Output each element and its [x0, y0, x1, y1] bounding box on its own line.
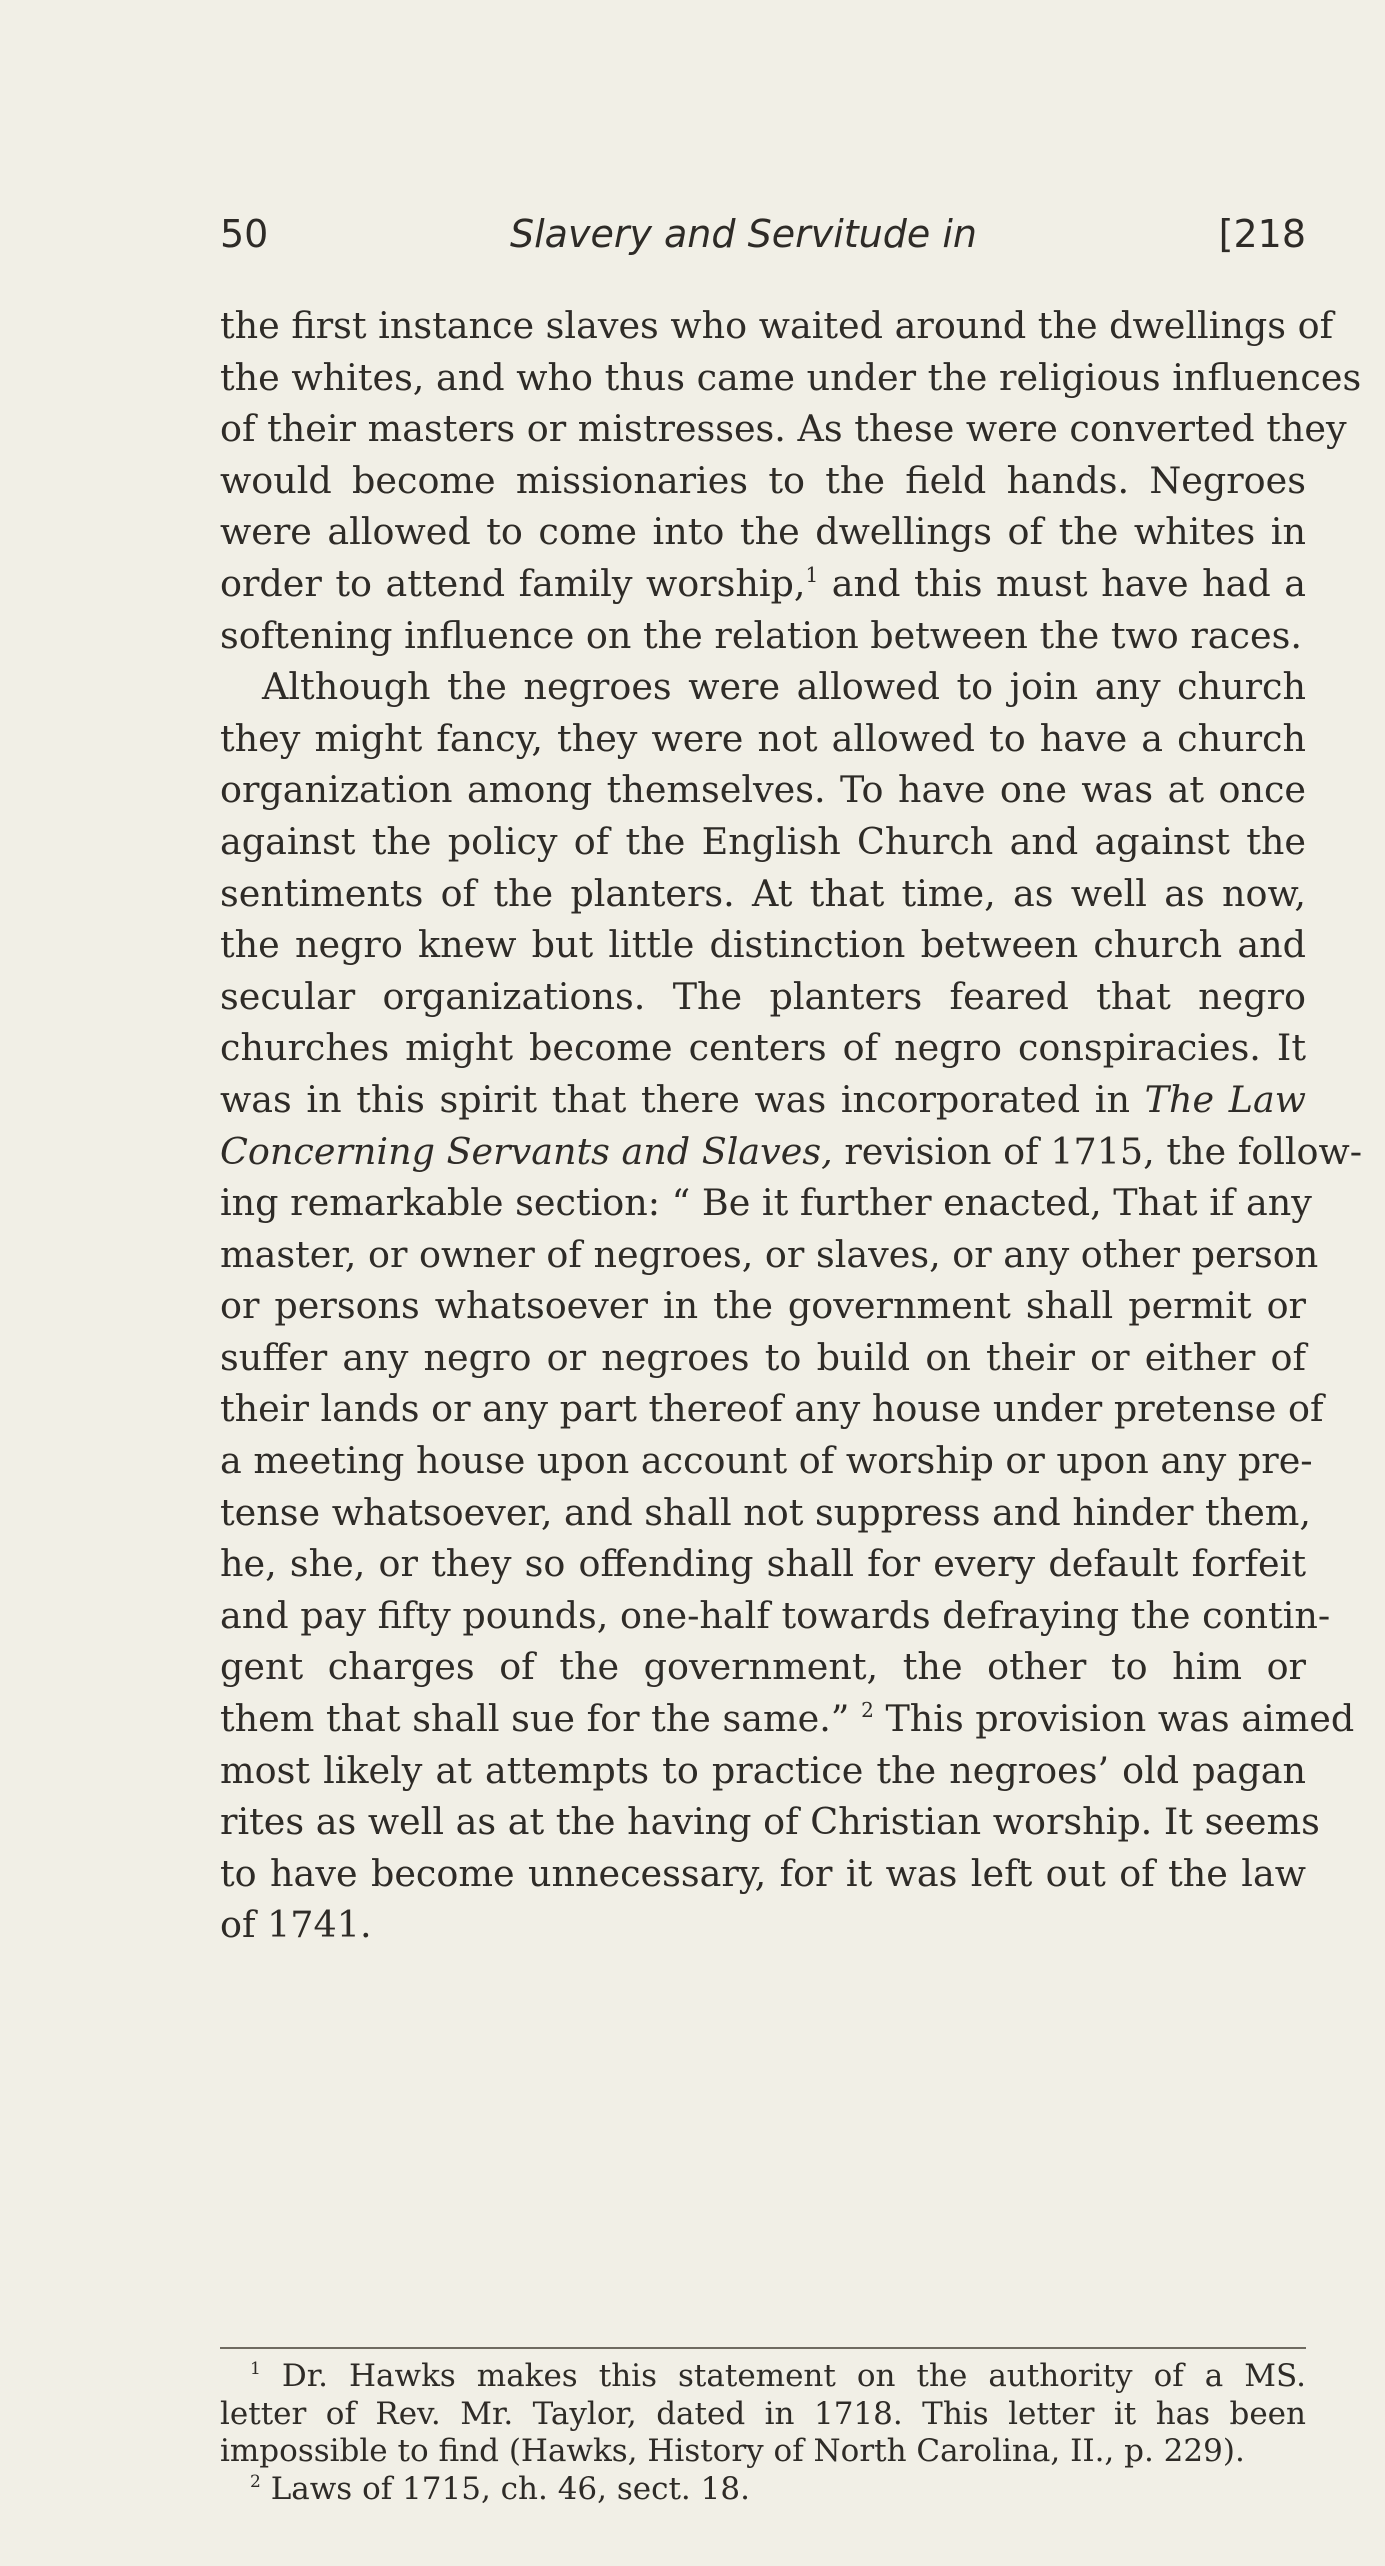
footnote-marker: 1	[250, 2359, 261, 2380]
page-number: 50	[220, 212, 269, 256]
text-line: Although the negroes were allowed to join any church	[262, 665, 1306, 709]
text-line: secular organizations. The planters feared that negro	[220, 974, 1306, 1018]
footnote-text: impossible to find (Hawks, History of North Carolina, II., p. 229).	[220, 2433, 1245, 2469]
section-reference: [218	[1218, 212, 1306, 256]
footnote-divider	[220, 2347, 1306, 2349]
footnote-marker: 2	[861, 1697, 874, 1722]
text-line	[220, 1074, 1306, 1126]
text-line: to have become unnecessary, for it was left out of the law	[220, 1851, 1306, 1895]
footnote-text: letter of Rev. Mr. Taylor, dated in 1718. This letter it has been	[220, 2395, 1306, 2432]
footnotes	[220, 2358, 1306, 2508]
text-line: suffer any negro or negroes to build on their or either of	[220, 1335, 1306, 1379]
text-line: a meeting house upon account of worship or upon any pre-	[220, 1439, 1313, 1483]
text-line: most likely at attempts to practice the negroes’ old pagan	[220, 1748, 1306, 1792]
text-fragment: and this must have had a	[818, 561, 1306, 605]
text-line: ing remarkable section: “ Be it further enacted, That if any	[220, 1181, 1312, 1225]
text-line: they might fancy, they were not allowed to have a church	[220, 716, 1306, 760]
text-line	[220, 558, 1306, 610]
running-head	[220, 212, 1306, 272]
footnote-1	[220, 2358, 1306, 2396]
text-line: rites as well as at the having of Christian worship. It seems	[220, 1800, 1320, 1844]
text-line: of 1741.	[220, 1903, 372, 1947]
footnote-text: Laws of 1715, ch. 46, sect. 18.	[270, 2470, 750, 2507]
text-line: master, or owner of negroes, or slaves, or any other person	[220, 1232, 1319, 1276]
text-line: their lands or any part thereof any house under pretense of	[220, 1387, 1324, 1431]
text-line: he, she, or they so offending shall for every default forfeit	[220, 1542, 1306, 1586]
text-line: would become missionaries to the field hands. Negroes	[220, 458, 1306, 502]
text-line: or persons whatsoever in the government shall permit or	[220, 1284, 1306, 1328]
text-fragment: them that shall sue for the same.”	[220, 1697, 850, 1741]
running-title: Slavery and Servitude in	[510, 212, 977, 256]
text-line: organization among themselves. To have one was at once	[220, 768, 1306, 812]
body-text	[220, 300, 1363, 1951]
text-line: the first instance slaves who waited around the dwellings of	[220, 304, 1334, 347]
text-line: tense whatsoever, and shall not suppress and hinder them,	[220, 1490, 1312, 1534]
text-fragment: was in this spirit that there was incorporated in	[220, 1077, 1130, 1121]
text-line: churches might become centers of negro conspiracies. It	[220, 1026, 1306, 1070]
footnote-text: Dr. Hawks makes this statement on the authority of a MS.	[281, 2358, 1306, 2394]
law-title: Concerning Servants and Slaves,	[220, 1129, 833, 1173]
footnote-marker: 1	[805, 562, 819, 587]
text-line	[220, 1693, 1355, 1745]
text-line: gent charges of the government, the other to him or	[220, 1645, 1306, 1689]
text-fragment: This provision was aimed	[873, 1697, 1355, 1741]
text-fragment: order to attend family worship,	[220, 561, 806, 605]
text-line: the negro knew but little distinction between church and	[220, 923, 1306, 967]
text-line: softening influence on the relation between the two races.	[220, 613, 1302, 657]
footnote-marker: 2	[250, 2471, 261, 2492]
text-line: against the policy of the English Church and against the	[220, 819, 1306, 863]
text-line: sentiments of the planters. At that time, as well as now,	[220, 871, 1306, 915]
text-line: were allowed to come into the dwellings of the whites in	[220, 510, 1306, 554]
text-line: the whites, and who thus came under the religious influences	[220, 355, 1362, 399]
text-line: and pay fifty pounds, one-half towards defraying the contin-	[220, 1593, 1331, 1637]
law-title: The Law	[1144, 1077, 1306, 1121]
text-line: of their masters or mistresses. As these were converted they	[220, 407, 1347, 451]
text-line	[220, 1126, 1363, 1178]
text-fragment: revision of 1715, the follow-	[832, 1129, 1363, 1173]
footnote-2	[220, 2471, 1306, 2509]
